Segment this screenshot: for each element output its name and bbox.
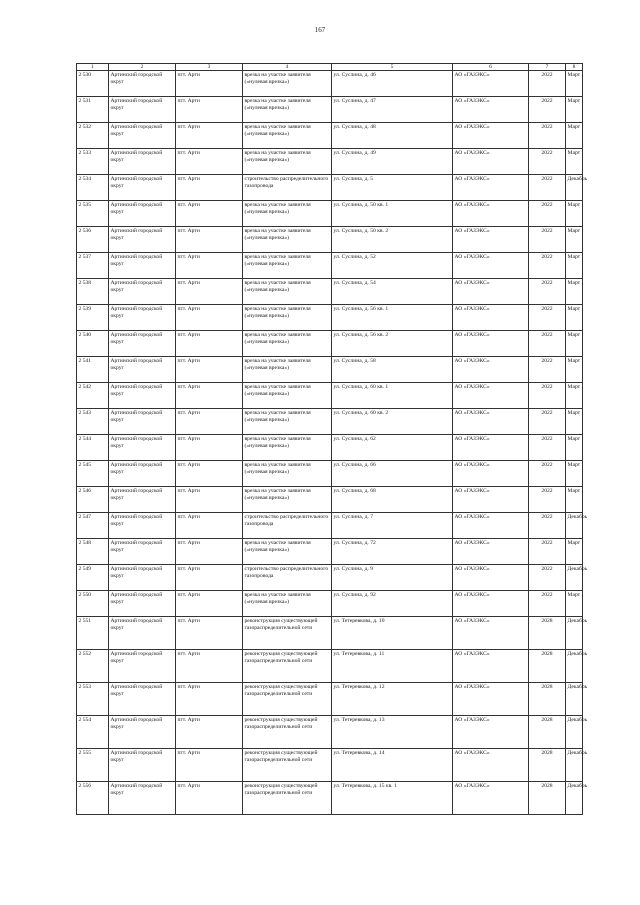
work-type-cell: строительство распределительного газопровода bbox=[243, 175, 332, 201]
year-cell: 2022 bbox=[529, 227, 566, 253]
month-cell: Декабрь bbox=[566, 749, 583, 782]
month-cell: Март bbox=[566, 305, 583, 331]
organization-cell: АО «ГАЗЭКС» bbox=[453, 331, 529, 357]
district-cell: Артинский городской округ bbox=[109, 650, 176, 683]
district-cell: Артинский городской округ bbox=[109, 565, 176, 591]
table-row bbox=[77, 716, 583, 749]
organization-cell: АО «ГАЗЭКС» bbox=[453, 435, 529, 461]
row-number-cell: 2 535 bbox=[77, 201, 109, 227]
settlement-cell: пгт. Арти bbox=[176, 409, 243, 435]
district-cell: Артинский городской округ bbox=[109, 383, 176, 409]
district-cell: Артинский городской округ bbox=[109, 716, 176, 749]
organization-cell: АО «ГАЗЭКС» bbox=[453, 591, 529, 617]
work-type-cell: реконструкция существующей газораспределительной сети bbox=[243, 716, 332, 749]
column-header: 4 bbox=[243, 64, 332, 71]
row-number-cell: 2 544 bbox=[77, 435, 109, 461]
organization-cell: АО «ГАЗЭКС» bbox=[453, 175, 529, 201]
column-header: 7 bbox=[529, 64, 566, 71]
year-cell: 2022 bbox=[529, 279, 566, 305]
settlement-cell: пгт. Арти bbox=[176, 435, 243, 461]
organization-cell: АО «ГАЗЭКС» bbox=[453, 383, 529, 409]
address-cell: ул. Тетеревкова, д. 10 bbox=[332, 617, 453, 650]
month-cell: Март bbox=[566, 201, 583, 227]
organization-cell: АО «ГАЗЭКС» bbox=[453, 357, 529, 383]
district-cell: Артинский городской округ bbox=[109, 591, 176, 617]
settlement-cell: пгт. Арти bbox=[176, 383, 243, 409]
year-cell: 2022 bbox=[529, 71, 566, 97]
table-row bbox=[77, 782, 583, 815]
year-cell: 2028 bbox=[529, 716, 566, 749]
table-row bbox=[77, 201, 583, 227]
settlement-cell: пгт. Арти bbox=[176, 716, 243, 749]
address-cell: ул. Суслина, д. 48 bbox=[332, 123, 453, 149]
column-header: 5 bbox=[332, 64, 453, 71]
settlement-cell: пгт. Арти bbox=[176, 539, 243, 565]
work-type-cell: реконструкция существующей газораспределительной сети bbox=[243, 782, 332, 815]
work-type-cell: врезка на участке заявителя («нулевая врезка») bbox=[243, 149, 332, 175]
row-number-cell: 2 542 bbox=[77, 383, 109, 409]
month-cell: Март bbox=[566, 539, 583, 565]
row-number-cell: 2 553 bbox=[77, 683, 109, 716]
row-number-cell: 2 549 bbox=[77, 565, 109, 591]
address-cell: ул. Суслина, д. 50 кв. 2 bbox=[332, 227, 453, 253]
column-header: 3 bbox=[176, 64, 243, 71]
year-cell: 2022 bbox=[529, 591, 566, 617]
row-number-cell: 2 533 bbox=[77, 149, 109, 175]
work-type-cell: врезка на участке заявителя («нулевая врезка») bbox=[243, 539, 332, 565]
settlement-cell: пгт. Арти bbox=[176, 782, 243, 815]
year-cell: 2022 bbox=[529, 175, 566, 201]
month-cell: Март bbox=[566, 97, 583, 123]
settlement-cell: пгт. Арти bbox=[176, 97, 243, 123]
district-cell: Артинский городской округ bbox=[109, 97, 176, 123]
row-number-cell: 2 536 bbox=[77, 227, 109, 253]
district-cell: Артинский городской округ bbox=[109, 71, 176, 97]
year-cell: 2022 bbox=[529, 149, 566, 175]
organization-cell: АО «ГАЗЭКС» bbox=[453, 71, 529, 97]
table-row bbox=[77, 409, 583, 435]
year-cell: 2022 bbox=[529, 487, 566, 513]
month-cell: Март bbox=[566, 487, 583, 513]
settlement-cell: пгт. Арти bbox=[176, 227, 243, 253]
address-cell: ул. Суслина, д. 58 bbox=[332, 357, 453, 383]
year-cell: 2028 bbox=[529, 650, 566, 683]
district-cell: Артинский городской округ bbox=[109, 331, 176, 357]
row-number-cell: 2 531 bbox=[77, 97, 109, 123]
organization-cell: АО «ГАЗЭКС» bbox=[453, 782, 529, 815]
organization-cell: АО «ГАЗЭКС» bbox=[453, 227, 529, 253]
address-cell: ул. Суслина, д. 56 кв. 1 bbox=[332, 305, 453, 331]
table-row bbox=[77, 71, 583, 97]
year-cell: 2028 bbox=[529, 617, 566, 650]
organization-cell: АО «ГАЗЭКС» bbox=[453, 123, 529, 149]
table-row bbox=[77, 331, 583, 357]
work-type-cell: реконструкция существующей газораспределительной сети bbox=[243, 617, 332, 650]
district-cell: Артинский городской округ bbox=[109, 749, 176, 782]
row-number-cell: 2 554 bbox=[77, 716, 109, 749]
column-header: 1 bbox=[77, 64, 109, 71]
month-cell: Декабрь bbox=[566, 565, 583, 591]
year-cell: 2022 bbox=[529, 461, 566, 487]
work-type-cell: реконструкция существующей газораспределительной сети bbox=[243, 749, 332, 782]
table-row bbox=[77, 650, 583, 683]
table-row bbox=[77, 487, 583, 513]
settlement-cell: пгт. Арти bbox=[176, 253, 243, 279]
settlement-cell: пгт. Арти bbox=[176, 71, 243, 97]
table-row bbox=[77, 253, 583, 279]
table-row bbox=[77, 461, 583, 487]
table-row bbox=[77, 123, 583, 149]
month-cell: Декабрь bbox=[566, 683, 583, 716]
year-cell: 2022 bbox=[529, 305, 566, 331]
row-number-cell: 2 543 bbox=[77, 409, 109, 435]
year-cell: 2022 bbox=[529, 331, 566, 357]
month-cell: Март bbox=[566, 591, 583, 617]
district-cell: Артинский городской округ bbox=[109, 683, 176, 716]
settlement-cell: пгт. Арти bbox=[176, 565, 243, 591]
district-cell: Артинский городской округ bbox=[109, 227, 176, 253]
year-cell: 2022 bbox=[529, 357, 566, 383]
row-number-cell: 2 537 bbox=[77, 253, 109, 279]
address-cell: ул. Суслина, д. 46 bbox=[332, 71, 453, 97]
row-number-cell: 2 530 bbox=[77, 71, 109, 97]
settlement-cell: пгт. Арти bbox=[176, 650, 243, 683]
year-cell: 2022 bbox=[529, 409, 566, 435]
settlement-cell: пгт. Арти bbox=[176, 175, 243, 201]
row-number-cell: 2 555 bbox=[77, 749, 109, 782]
district-cell: Артинский городской округ bbox=[109, 539, 176, 565]
month-cell: Март bbox=[566, 435, 583, 461]
row-number-cell: 2 545 bbox=[77, 461, 109, 487]
year-cell: 2022 bbox=[529, 253, 566, 279]
organization-cell: АО «ГАЗЭКС» bbox=[453, 461, 529, 487]
table-row bbox=[77, 617, 583, 650]
table-row bbox=[77, 279, 583, 305]
organization-cell: АО «ГАЗЭКС» bbox=[453, 749, 529, 782]
address-cell: ул. Суслина, д. 56 кв. 2 bbox=[332, 331, 453, 357]
work-type-cell: врезка на участке заявителя («нулевая врезка») bbox=[243, 279, 332, 305]
district-cell: Артинский городской округ bbox=[109, 123, 176, 149]
work-type-cell: врезка на участке заявителя («нулевая врезка») bbox=[243, 71, 332, 97]
organization-cell: АО «ГАЗЭКС» bbox=[453, 201, 529, 227]
district-cell: Артинский городской округ bbox=[109, 435, 176, 461]
settlement-cell: пгт. Арти bbox=[176, 201, 243, 227]
address-cell: ул. Суслина, д. 60 кв. 1 bbox=[332, 383, 453, 409]
settlement-cell: пгт. Арти bbox=[176, 461, 243, 487]
column-header: 2 bbox=[109, 64, 176, 71]
month-cell: Март bbox=[566, 383, 583, 409]
year-cell: 2028 bbox=[529, 782, 566, 815]
district-cell: Артинский городской округ bbox=[109, 201, 176, 227]
gasification-table bbox=[76, 63, 588, 815]
address-cell: ул. Суслина, д. 92 bbox=[332, 591, 453, 617]
district-cell: Артинский городской округ bbox=[109, 617, 176, 650]
organization-cell: АО «ГАЗЭКС» bbox=[453, 513, 529, 539]
month-cell: Март bbox=[566, 409, 583, 435]
month-cell: Март bbox=[566, 461, 583, 487]
row-number-cell: 2 534 bbox=[77, 175, 109, 201]
settlement-cell: пгт. Арти bbox=[176, 591, 243, 617]
month-cell: Декабрь bbox=[566, 650, 583, 683]
organization-cell: АО «ГАЗЭКС» bbox=[453, 617, 529, 650]
district-cell: Артинский городской округ bbox=[109, 487, 176, 513]
year-cell: 2022 bbox=[529, 97, 566, 123]
settlement-cell: пгт. Арти bbox=[176, 123, 243, 149]
settlement-cell: пгт. Арти bbox=[176, 331, 243, 357]
year-cell: 2022 bbox=[529, 383, 566, 409]
work-type-cell: реконструкция существующей газораспределительной сети bbox=[243, 683, 332, 716]
row-number-cell: 2 556 bbox=[77, 782, 109, 815]
month-cell: Март bbox=[566, 227, 583, 253]
page-number: 167 bbox=[314, 26, 326, 34]
table-row bbox=[77, 683, 583, 716]
row-number-cell: 2 541 bbox=[77, 357, 109, 383]
work-type-cell: врезка на участке заявителя («нулевая врезка») bbox=[243, 227, 332, 253]
settlement-cell: пгт. Арти bbox=[176, 305, 243, 331]
work-type-cell: врезка на участке заявителя («нулевая врезка») bbox=[243, 435, 332, 461]
organization-cell: АО «ГАЗЭКС» bbox=[453, 683, 529, 716]
settlement-cell: пгт. Арти bbox=[176, 683, 243, 716]
work-type-cell: врезка на участке заявителя («нулевая врезка») bbox=[243, 331, 332, 357]
settlement-cell: пгт. Арти bbox=[176, 279, 243, 305]
organization-cell: АО «ГАЗЭКС» bbox=[453, 650, 529, 683]
district-cell: Артинский городской округ bbox=[109, 279, 176, 305]
work-type-cell: врезка на участке заявителя («нулевая врезка») bbox=[243, 253, 332, 279]
settlement-cell: пгт. Арти bbox=[176, 149, 243, 175]
row-number-cell: 2 550 bbox=[77, 591, 109, 617]
table-row bbox=[77, 227, 583, 253]
address-cell: ул. Тетеревкова, д. 12 bbox=[332, 683, 453, 716]
settlement-cell: пгт. Арти bbox=[176, 357, 243, 383]
work-type-cell: врезка на участке заявителя («нулевая врезка») bbox=[243, 201, 332, 227]
address-cell: ул. Суслина, д. 7 bbox=[332, 513, 453, 539]
table-row bbox=[77, 175, 583, 201]
work-type-cell: строительство распределительного газопровода bbox=[243, 513, 332, 539]
district-cell: Артинский городской округ bbox=[109, 513, 176, 539]
organization-cell: АО «ГАЗЭКС» bbox=[453, 149, 529, 175]
table-row bbox=[77, 591, 583, 617]
organization-cell: АО «ГАЗЭКС» bbox=[453, 565, 529, 591]
district-cell: Артинский городской округ bbox=[109, 409, 176, 435]
month-cell: Март bbox=[566, 149, 583, 175]
month-cell: Декабрь bbox=[566, 617, 583, 650]
address-cell: ул. Суслина, д. 60 кв. 2 bbox=[332, 409, 453, 435]
organization-cell: АО «ГАЗЭКС» bbox=[453, 279, 529, 305]
table-row bbox=[77, 539, 583, 565]
month-cell: Март bbox=[566, 357, 583, 383]
district-cell: Артинский городской округ bbox=[109, 782, 176, 815]
column-header: 6 bbox=[453, 64, 529, 71]
row-number-cell: 2 551 bbox=[77, 617, 109, 650]
month-cell: Март bbox=[566, 123, 583, 149]
year-cell: 2022 bbox=[529, 539, 566, 565]
settlement-cell: пгт. Арти bbox=[176, 617, 243, 650]
district-cell: Артинский городской округ bbox=[109, 149, 176, 175]
table-row bbox=[77, 383, 583, 409]
work-type-cell: врезка на участке заявителя («нулевая врезка») bbox=[243, 409, 332, 435]
address-cell: ул. Суслина, д. 9 bbox=[332, 565, 453, 591]
table-row bbox=[77, 513, 583, 539]
settlement-cell: пгт. Арти bbox=[176, 513, 243, 539]
year-cell: 2022 bbox=[529, 513, 566, 539]
month-cell: Декабрь bbox=[566, 782, 583, 815]
work-type-cell: врезка на участке заявителя («нулевая врезка») bbox=[243, 383, 332, 409]
row-number-cell: 2 552 bbox=[77, 650, 109, 683]
year-cell: 2022 bbox=[529, 201, 566, 227]
settlement-cell: пгт. Арти bbox=[176, 749, 243, 782]
organization-cell: АО «ГАЗЭКС» bbox=[453, 539, 529, 565]
address-cell: ул. Тетеревкова, д. 11 bbox=[332, 650, 453, 683]
work-type-cell: строительство распределительного газопровода bbox=[243, 565, 332, 591]
year-cell: 2028 bbox=[529, 683, 566, 716]
month-cell: Март bbox=[566, 279, 583, 305]
table-row bbox=[77, 435, 583, 461]
address-cell: ул. Суслина, д. 54 bbox=[332, 279, 453, 305]
month-cell: Декабрь bbox=[566, 175, 583, 201]
table-row bbox=[77, 749, 583, 782]
table-row bbox=[77, 97, 583, 123]
year-cell: 2022 bbox=[529, 435, 566, 461]
work-type-cell: врезка на участке заявителя («нулевая врезка») bbox=[243, 461, 332, 487]
work-type-cell: врезка на участке заявителя («нулевая врезка») bbox=[243, 591, 332, 617]
organization-cell: АО «ГАЗЭКС» bbox=[453, 487, 529, 513]
row-number-cell: 2 538 bbox=[77, 279, 109, 305]
work-type-cell: реконструкция существующей газораспределительной сети bbox=[243, 650, 332, 683]
address-cell: ул. Тетеревкова, д. 15 кв. 1 bbox=[332, 782, 453, 815]
address-cell: ул. Тетеревкова, д. 14 bbox=[332, 749, 453, 782]
address-cell: ул. Суслина, д. 50 кв. 1 bbox=[332, 201, 453, 227]
table-row bbox=[77, 149, 583, 175]
month-cell: Декабрь bbox=[566, 513, 583, 539]
row-number-cell: 2 548 bbox=[77, 539, 109, 565]
column-header: 8 bbox=[566, 64, 583, 71]
column-number-row bbox=[77, 64, 583, 71]
district-cell: Артинский городской округ bbox=[109, 175, 176, 201]
work-type-cell: врезка на участке заявителя («нулевая врезка») bbox=[243, 487, 332, 513]
year-cell: 2022 bbox=[529, 565, 566, 591]
work-type-cell: врезка на участке заявителя («нулевая врезка») bbox=[243, 123, 332, 149]
organization-cell: АО «ГАЗЭКС» bbox=[453, 409, 529, 435]
row-number-cell: 2 546 bbox=[77, 487, 109, 513]
row-number-cell: 2 547 bbox=[77, 513, 109, 539]
table-row bbox=[77, 305, 583, 331]
table-row bbox=[77, 357, 583, 383]
district-cell: Артинский городской округ bbox=[109, 305, 176, 331]
row-number-cell: 2 532 bbox=[77, 123, 109, 149]
work-type-cell: врезка на участке заявителя («нулевая врезка») bbox=[243, 357, 332, 383]
month-cell: Март bbox=[566, 331, 583, 357]
address-cell: ул. Суслина, д. 68 bbox=[332, 487, 453, 513]
row-number-cell: 2 539 bbox=[77, 305, 109, 331]
row-number-cell: 2 540 bbox=[77, 331, 109, 357]
district-cell: Артинский городской округ bbox=[109, 253, 176, 279]
address-cell: ул. Суслина, д. 62 bbox=[332, 435, 453, 461]
organization-cell: АО «ГАЗЭКС» bbox=[453, 253, 529, 279]
year-cell: 2022 bbox=[529, 123, 566, 149]
organization-cell: АО «ГАЗЭКС» bbox=[453, 97, 529, 123]
table-row bbox=[77, 565, 583, 591]
district-cell: Артинский городской округ bbox=[109, 357, 176, 383]
organization-cell: АО «ГАЗЭКС» bbox=[453, 716, 529, 749]
organization-cell: АО «ГАЗЭКС» bbox=[453, 305, 529, 331]
month-cell: Март bbox=[566, 71, 583, 97]
month-cell: Декабрь bbox=[566, 716, 583, 749]
work-type-cell: врезка на участке заявителя («нулевая врезка») bbox=[243, 97, 332, 123]
settlement-cell: пгт. Арти bbox=[176, 487, 243, 513]
address-cell: ул. Суслина, д. 5 bbox=[332, 175, 453, 201]
address-cell: ул. Суслина, д. 72 bbox=[332, 539, 453, 565]
district-cell: Артинский городской округ bbox=[109, 461, 176, 487]
address-cell: ул. Тетеревкова, д. 13 bbox=[332, 716, 453, 749]
month-cell: Март bbox=[566, 253, 583, 279]
work-type-cell: врезка на участке заявителя («нулевая врезка») bbox=[243, 305, 332, 331]
address-cell: ул. Суслина, д. 47 bbox=[332, 97, 453, 123]
address-cell: ул. Суслина, д. 49 bbox=[332, 149, 453, 175]
table-body bbox=[77, 71, 588, 815]
address-cell: ул. Суслина, д. 66 bbox=[332, 461, 453, 487]
year-cell: 2028 bbox=[529, 749, 566, 782]
address-cell: ул. Суслина, д. 52 bbox=[332, 253, 453, 279]
